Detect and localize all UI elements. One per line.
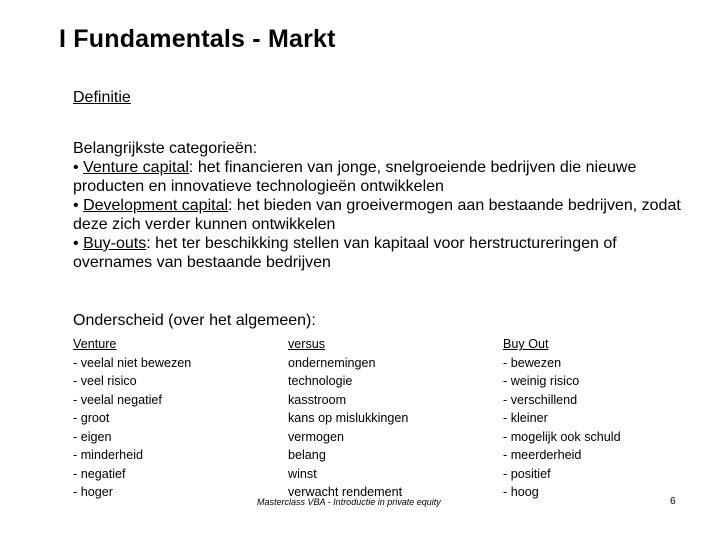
buyout-row: - bewezen xyxy=(503,355,562,370)
comparison-heading: Onderscheid (over het algemeen): xyxy=(73,312,316,329)
bullet: • xyxy=(73,159,79,176)
versus-row: technologie xyxy=(288,374,353,388)
page-number: 6 xyxy=(670,496,676,507)
versus-row: kasstroom xyxy=(288,392,347,407)
venture-row: - negatief xyxy=(73,466,126,481)
categories-intro: Belangrijkste categorieën: xyxy=(73,140,258,157)
venture-row: - veelal negatief xyxy=(73,392,162,407)
buyout-row: - verschillend xyxy=(503,392,578,407)
bullet: • xyxy=(73,197,79,214)
definitie-heading: Definitie xyxy=(73,89,131,106)
versus-row: belang xyxy=(288,448,326,462)
slide-footer: Masterclass VBA - Introductie in private equity xyxy=(257,497,441,507)
versus-row: ondernemingen xyxy=(288,355,376,370)
versus-row: kans op mislukkingen xyxy=(288,411,409,425)
buyout-row: - hoog xyxy=(503,485,539,499)
category-description: : het ter beschikking stellen van kapitaal voor herstructureringen of overnames van bestaande bedrijven xyxy=(73,235,617,271)
versus-row: vermogen xyxy=(288,429,345,444)
venture-row: - groot xyxy=(73,411,110,425)
category-buy-outs xyxy=(73,234,693,272)
venture-row: - eigen xyxy=(73,429,112,444)
buyout-header: Buy Out xyxy=(503,337,549,351)
venture-row: - minderheid xyxy=(73,448,143,462)
buyout-row: - positief xyxy=(503,466,551,481)
versus-column xyxy=(288,335,408,502)
category-term: Development capital xyxy=(83,197,229,214)
venture-header: Venture xyxy=(73,337,117,351)
categories-block xyxy=(73,139,693,272)
buyout-row: - kleiner xyxy=(503,411,548,425)
venture-column xyxy=(73,335,191,502)
versus-row: winst xyxy=(288,466,317,481)
venture-row: - veel risico xyxy=(73,374,137,388)
bullet: • xyxy=(73,235,79,252)
versus-header: versus xyxy=(288,337,326,351)
category-term: Venture capital xyxy=(83,159,189,176)
category-development-capital xyxy=(73,196,693,234)
buyout-column xyxy=(503,335,621,502)
buyout-row: - mogelijk ook schuld xyxy=(503,429,621,444)
venture-row: - veelal niet bewezen xyxy=(73,355,192,370)
category-term: Buy-outs xyxy=(83,235,147,252)
venture-row: - hoger xyxy=(73,485,113,499)
versus-row: verwacht rendement xyxy=(288,485,403,499)
buyout-row: - meerderheid xyxy=(503,448,582,462)
slide-title: I Fundamentals - Markt xyxy=(59,25,336,53)
category-description: : het bieden van groeivermogen aan bestaande bedrijven, zodat deze zich verder kunnen ontwikkelen xyxy=(73,197,681,233)
buyout-row: - weinig risico xyxy=(503,374,580,388)
category-venture-capital xyxy=(73,158,693,196)
category-description: : het financieren van jonge, snelgroeiende bedrijven die nieuwe producten en innovatieve technologieën ontwikkelen xyxy=(73,159,637,195)
